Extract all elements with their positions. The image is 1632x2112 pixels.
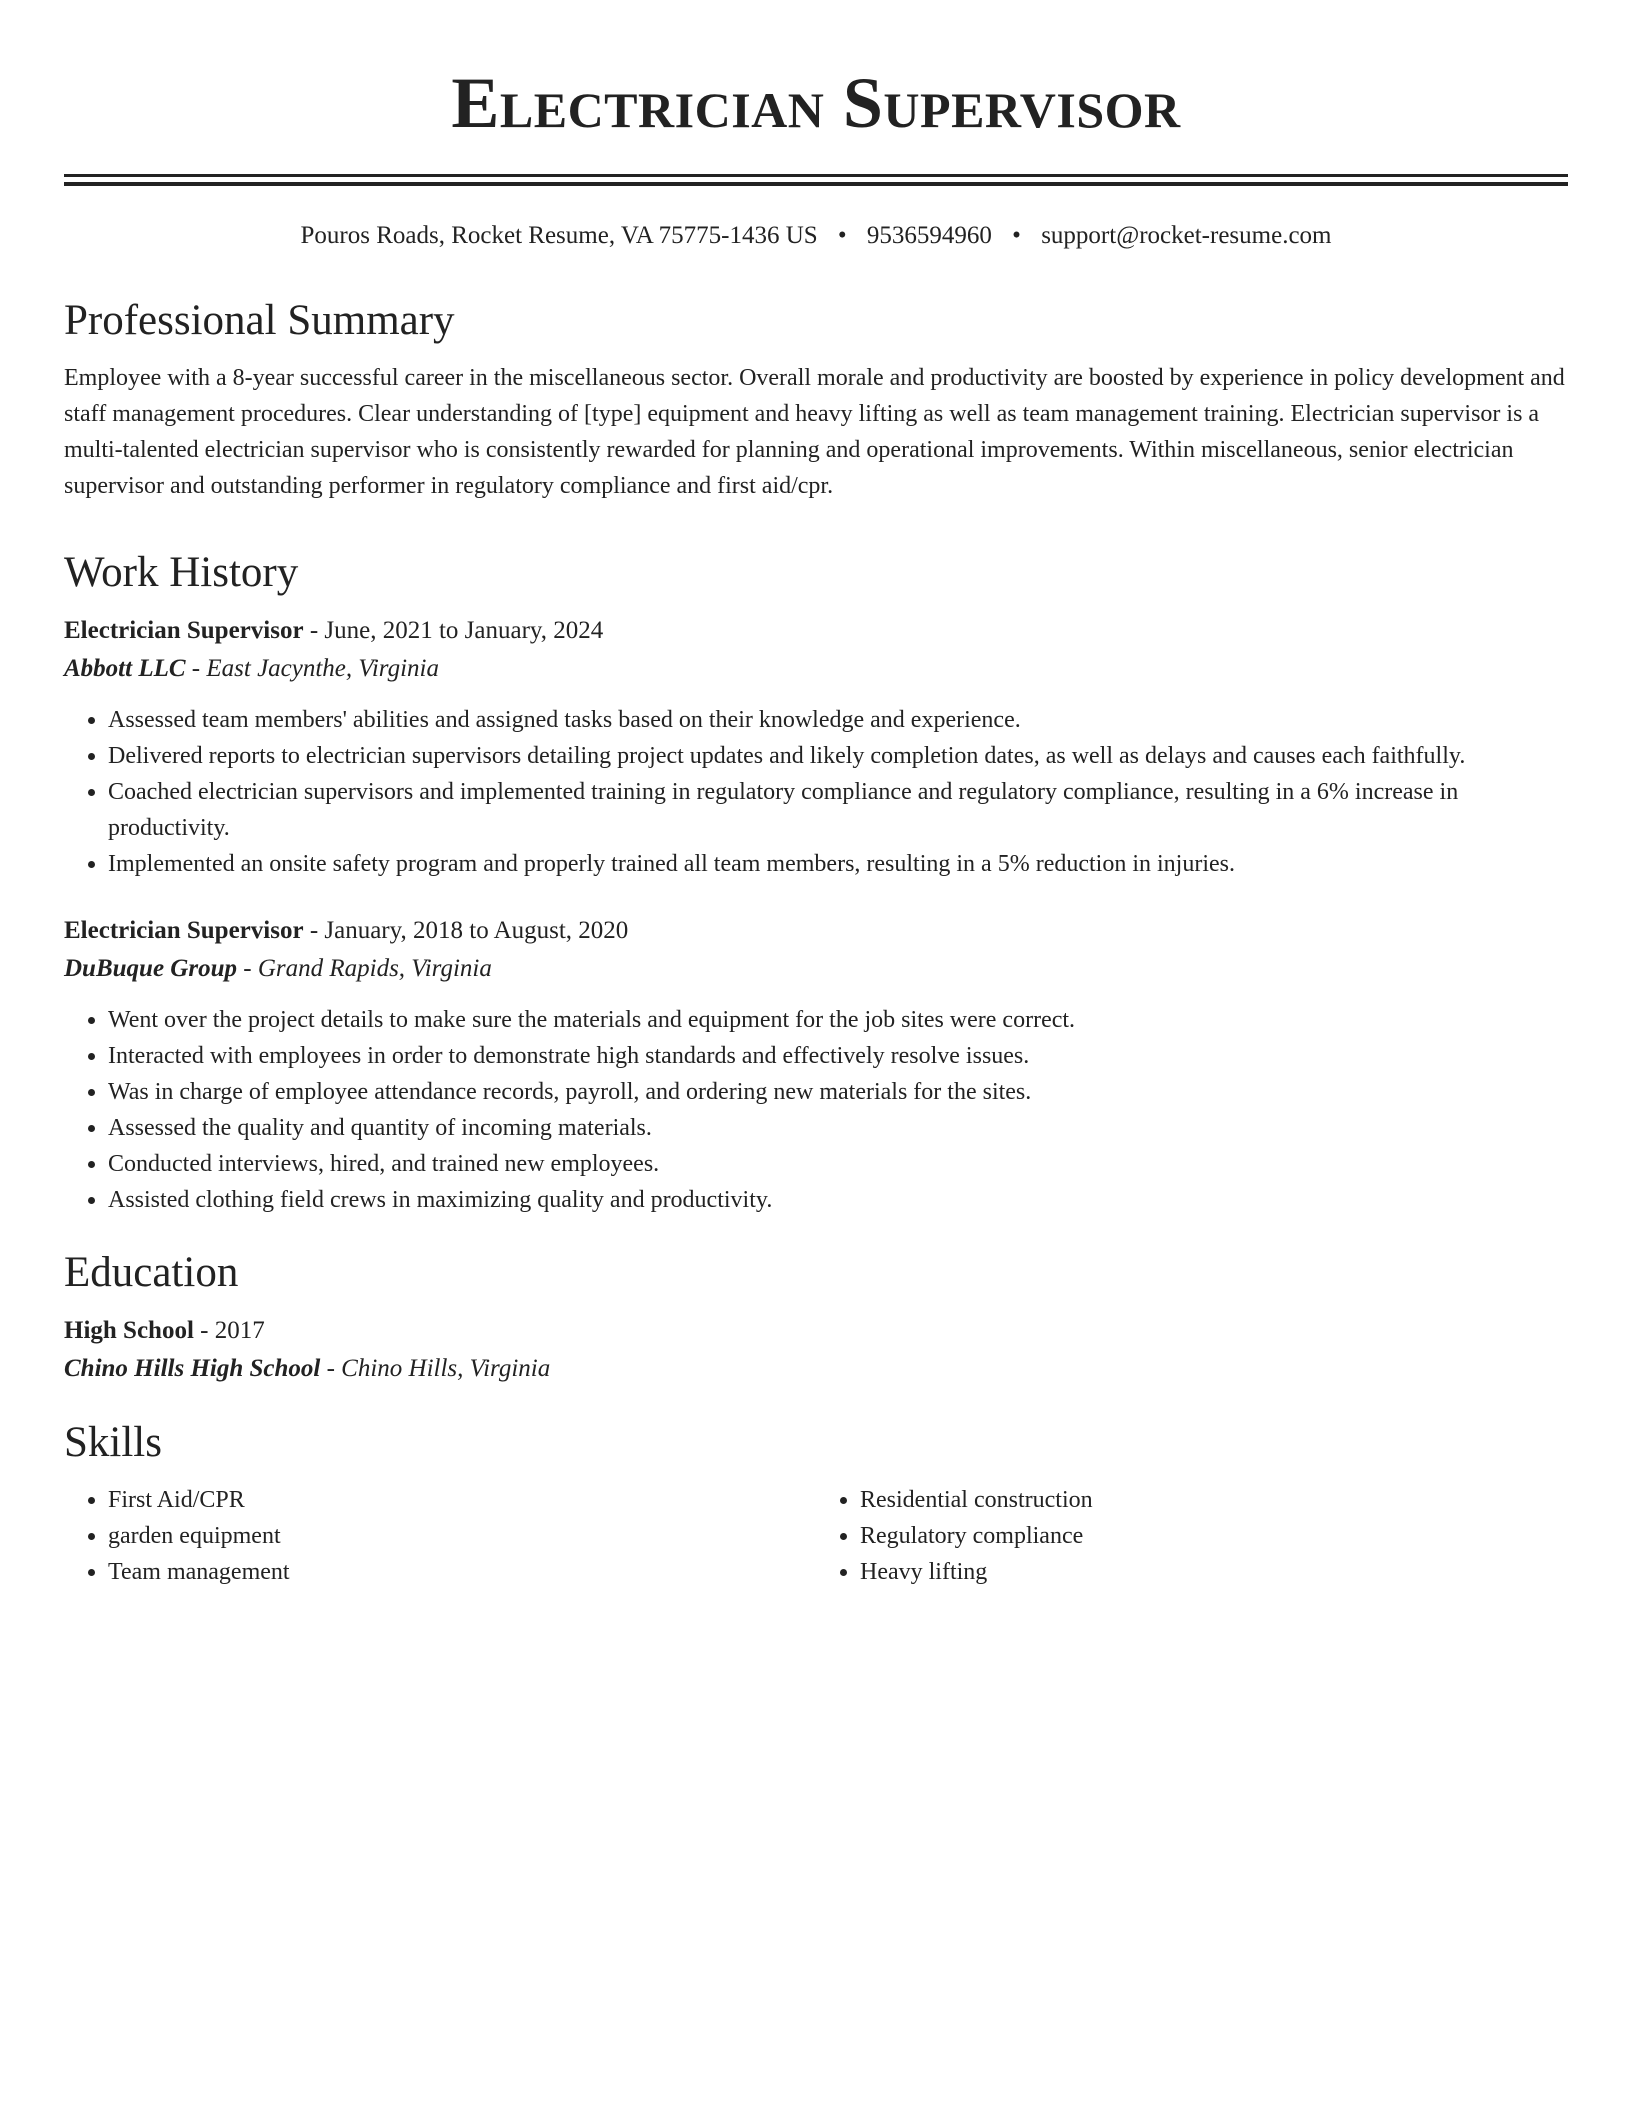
job-bullets: [64, 1002, 1568, 1218]
candidate-name: Electrician Supervisor: [451, 63, 1181, 143]
contact-line: [64, 220, 1568, 252]
summary-heading: Professional Summary: [64, 297, 455, 344]
skill-item: • First Aid/CPR: [108, 1482, 816, 1518]
job-bullet: • Assessed team members' abilities and assigned tasks based on their knowledge and experience.: [108, 702, 1568, 738]
education-school: Chino Hills High School: [64, 1355, 321, 1382]
job-bullet: • Delivered reports to electrician supervisors detailing project updates and likely completion dates, as well as delays and causes each faithfully.: [108, 738, 1568, 774]
education-degree-line: [64, 1312, 1568, 1350]
job-entry: [64, 612, 1568, 882]
job-bullets: [64, 702, 1568, 882]
job-bullet: • Assisted clothing field crews in maximizing quality and productivity.: [108, 1182, 1568, 1218]
job-title-line: [64, 912, 1568, 950]
job-bullet: • Implemented an onsite safety program and properly trained all team members, resulting in a 5% reduction in injuries.: [108, 846, 1568, 882]
skills-column-right: [816, 1482, 1568, 1590]
summary-text: Employee with a 8-year successful career in the miscellaneous sector. Overall morale and productivity are boosted by experience in policy development and staff management procedures. Clear understanding of [type] equipment and heavy lifting as well as team management training. Electrician supervisor is a multi-talented electrician supervisor who is consistently rewarded for planning and operational improvements. Within miscellaneous, senior electrician supervisor and outstanding performer in regulatory compliance and first aid/cpr.: [64, 365, 1565, 499]
job-dates: June, 2021 to January, 2024: [324, 617, 604, 644]
job-location: East Jacynthe, Virginia: [206, 655, 439, 682]
skills-column-left: [64, 1482, 816, 1590]
contact-address: Pouros Roads, Rocket Resume, VA 75775-1436 US: [300, 222, 818, 249]
job-dash: -: [303, 917, 325, 944]
contact-email: support@rocket-resume.com: [1041, 222, 1332, 249]
job-dates: January, 2018 to August, 2020: [324, 917, 629, 944]
header-divider: [64, 174, 1568, 186]
job-location: Grand Rapids, Virginia: [257, 955, 492, 982]
education-school-line: [64, 1350, 1568, 1388]
job-title: Electrician Supervisor: [64, 617, 304, 644]
skills-grid: [64, 1482, 1568, 1590]
job-bullet: • Coached electrician supervisors and implemented training in regulatory compliance and regulatory compliance, resulting in a 6% increase in productivity.: [108, 774, 1568, 846]
skill-item: • Residential construction: [860, 1482, 1568, 1518]
job-employer: DuBuque Group: [64, 955, 237, 982]
education-degree: High School: [64, 1317, 194, 1344]
work-history-heading: Work History: [64, 549, 299, 596]
job-entry: [64, 912, 1568, 1218]
education-year: 2017: [214, 1317, 265, 1344]
job-bullet: • Was in charge of employee attendance records, payroll, and ordering new materials for the sites.: [108, 1074, 1568, 1110]
job-employer-line: [64, 950, 1568, 988]
education-dash: -: [193, 1317, 215, 1344]
skill-item: • garden equipment: [108, 1518, 816, 1554]
skills-heading: Skills: [64, 1419, 162, 1466]
contact-separator: •: [837, 222, 847, 249]
skill-item: • Heavy lifting: [860, 1554, 1568, 1590]
job-bullet: • Went over the project details to make sure the materials and equipment for the job sites were correct.: [108, 1002, 1568, 1038]
job-title-line: [64, 612, 1568, 650]
skill-item: • Regulatory compliance: [860, 1518, 1568, 1554]
job-dash: -: [185, 655, 207, 682]
job-bullet: • Interacted with employees in order to demonstrate high standards and effectively resolve issues.: [108, 1038, 1568, 1074]
job-dash: -: [303, 617, 325, 644]
job-employer-line: [64, 650, 1568, 688]
education-location: Chino Hills, Virginia: [341, 1355, 551, 1382]
skill-item: • Team management: [108, 1554, 816, 1590]
job-employer: Abbott LLC: [64, 655, 186, 682]
job-bullet: • Conducted interviews, hired, and trained new employees.: [108, 1146, 1568, 1182]
job-title: Electrician Supervisor: [64, 917, 304, 944]
education-dash: -: [320, 1355, 342, 1382]
job-bullet: • Assessed the quality and quantity of incoming materials.: [108, 1110, 1568, 1146]
contact-separator: •: [1012, 222, 1021, 249]
education-heading: Education: [64, 1249, 239, 1296]
contact-phone: 9536594960: [866, 222, 992, 249]
job-dash: -: [236, 955, 258, 982]
